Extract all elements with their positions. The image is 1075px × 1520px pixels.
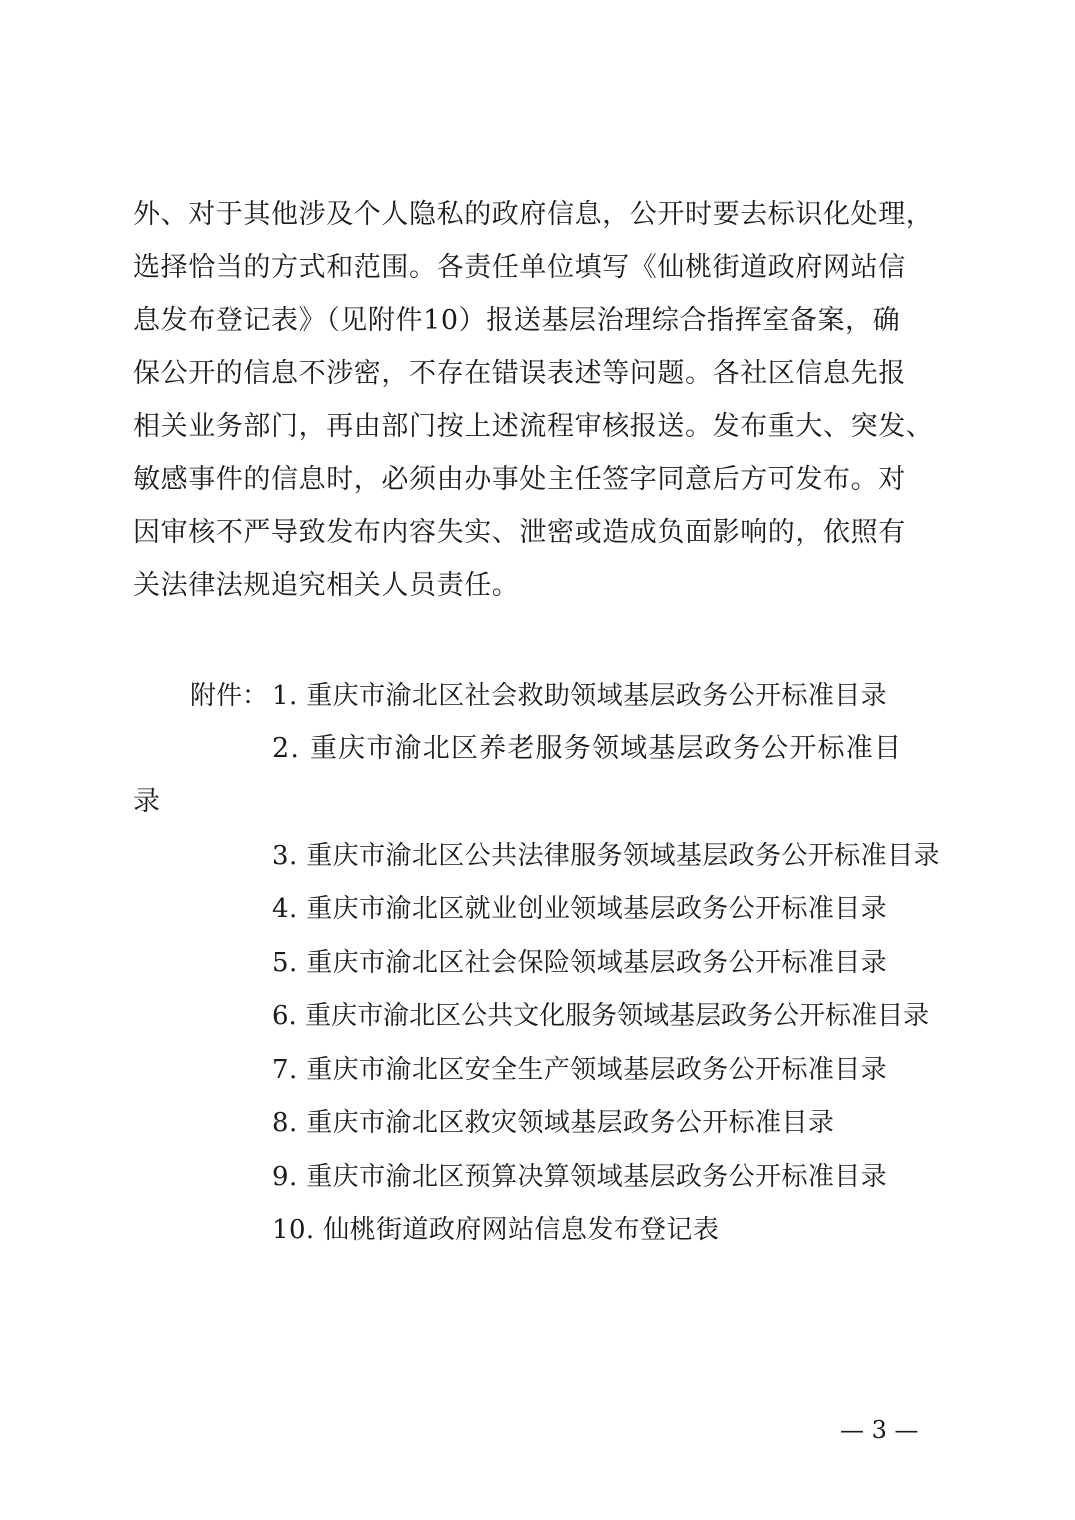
- paragraph-line: 息发布登记表》（见附件10）报送基层治理综合指挥室备案，确: [133, 305, 901, 336]
- paragraph-line: 相关业务部门，再由部门按上述流程审核报送。发布重大、突发、: [133, 411, 934, 442]
- attachment-item: 2. 重庆市渝北区养老服务领域基层政务公开标准目: [272, 733, 903, 764]
- attachment-item: 1. 重庆市渝北区社会救助领域基层政务公开标准目录: [272, 681, 888, 711]
- paragraph-line: 选择恰当的方式和范围。各责任单位填写《仙桃街道政府网站信: [133, 252, 906, 283]
- attachment-item: 9. 重庆市渝北区预算决算领域基层政务公开标准目录: [272, 1162, 888, 1192]
- paragraph-line: 保公开的信息不涉密，不存在错误表述等问题。各社区信息先报: [133, 358, 906, 389]
- attachment-item: 3. 重庆市渝北区公共法律服务领域基层政务公开标准目录: [272, 841, 940, 871]
- attachments-label: 附件：: [190, 681, 269, 711]
- attachment-item: 6. 重庆市渝北区公共文化服务领域基层政务公开标准目录: [272, 1001, 930, 1031]
- page-number: — 3 —: [840, 1416, 919, 1444]
- attachment-item: 5. 重庆市渝北区社会保险领域基层政务公开标准目录: [272, 948, 888, 978]
- attachment-item: 4. 重庆市渝北区就业创业领域基层政务公开标准目录: [272, 894, 888, 924]
- paragraph-line: 因审核不严导致发布内容失实、泄密或造成负面影响的，依照有: [133, 517, 906, 548]
- paragraph-line: 敏感事件的信息时，必须由办事处主任签字同意后方可发布。对: [133, 464, 906, 495]
- attachment-item: 10. 仙桃街道政府网站信息发布登记表: [272, 1215, 720, 1245]
- attachment-item-continuation: 录: [133, 786, 161, 817]
- paragraph-line: 外、对于其他涉及个人隐私的政府信息，公开时要去标识化处理，: [133, 199, 934, 230]
- attachment-item: 7. 重庆市渝北区安全生产领域基层政务公开标准目录: [272, 1055, 888, 1085]
- attachment-item: 8. 重庆市渝北区救灾领域基层政务公开标准目录: [272, 1108, 835, 1138]
- paragraph-line: 关法律法规追究相关人员责任。: [133, 570, 520, 601]
